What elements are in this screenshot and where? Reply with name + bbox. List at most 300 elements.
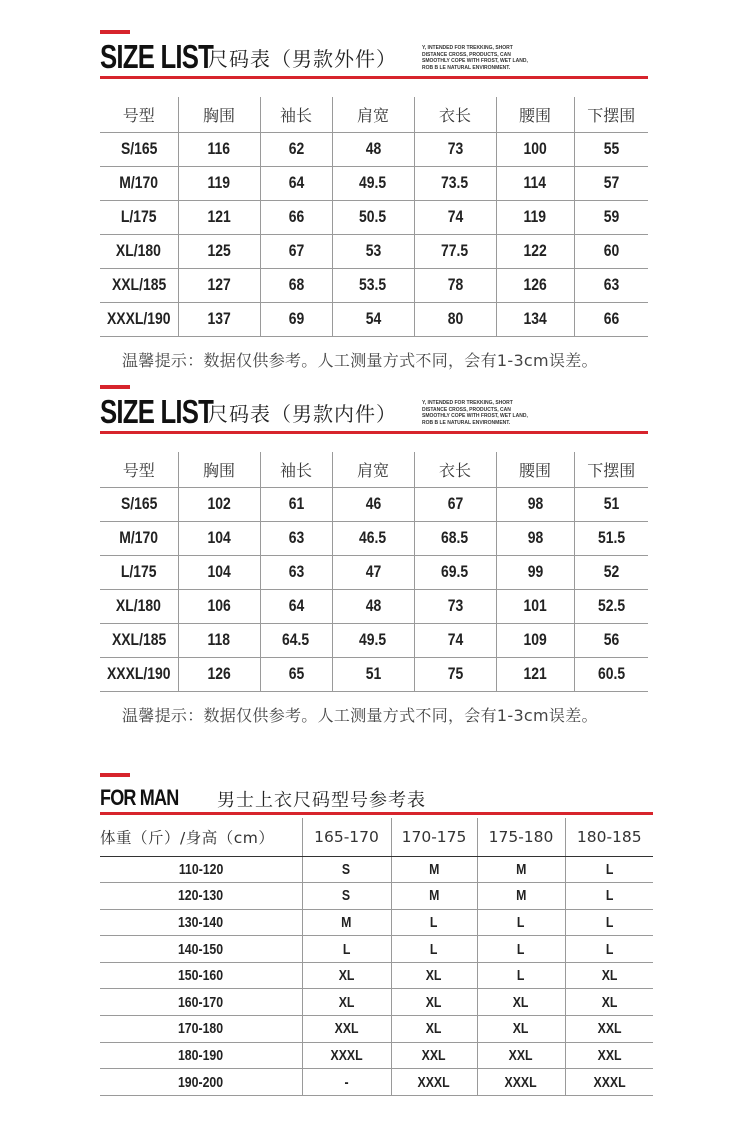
- section-title-en: FOR MAN: [100, 785, 179, 810]
- cell-value: 52.5: [597, 596, 625, 615]
- table-cell: [260, 234, 332, 268]
- cell-value: 119: [523, 207, 547, 226]
- table-cell: [332, 200, 414, 234]
- table-cell: [565, 962, 653, 989]
- cell-value: 77.5: [441, 241, 469, 260]
- cell-value: 106: [207, 596, 231, 615]
- table-row: [100, 302, 648, 336]
- table-cell: [574, 555, 648, 589]
- cell-value: XL: [601, 967, 618, 985]
- column-header: 腰围: [496, 452, 574, 487]
- cell-value: XXXL/190: [106, 664, 171, 683]
- cell-value: XL: [426, 993, 442, 1011]
- cell-value: L: [605, 913, 614, 931]
- cell-value: XXL/185: [111, 630, 166, 649]
- accent-bar: [100, 773, 130, 777]
- table-cell: [574, 657, 648, 691]
- table-row: [100, 909, 653, 936]
- table-cell: [178, 268, 260, 302]
- table-cell: [391, 883, 477, 910]
- cell-value: 69: [288, 309, 304, 328]
- cell-value: 53: [365, 241, 381, 260]
- cell-value: 127: [207, 275, 231, 294]
- section-tagline: Y, INTENDED FOR TREKKING, SHORT DISTANCE CROSS, PRODUCTS, CAN SMOOTHLY COPE WITH FROST, WET LAND, ROB B LE NATURAL ENVIRONMENT.: [422, 400, 528, 426]
- table-cell: [178, 623, 260, 657]
- table-cell: [332, 166, 414, 200]
- cell-value: XXL: [597, 1046, 622, 1064]
- table-row: [100, 883, 653, 910]
- table-cell: [178, 487, 260, 521]
- table-cell: [477, 962, 565, 989]
- table-cell: [332, 234, 414, 268]
- cell-value: 55: [603, 139, 620, 158]
- column-header: 衣长: [414, 452, 496, 487]
- cell-value: 46: [365, 494, 381, 513]
- cell-value: 57: [603, 173, 620, 192]
- cell-value: 116: [207, 139, 231, 158]
- column-header: 165-170: [302, 818, 391, 856]
- cell-value: M: [428, 860, 440, 878]
- cell-value: 110-120: [178, 860, 223, 878]
- table-cell: [100, 589, 178, 623]
- cell-value: 121: [207, 207, 231, 226]
- table-row: [100, 989, 653, 1016]
- table-cell: [574, 302, 648, 336]
- inner-size-table: [100, 452, 648, 692]
- table-cell: [414, 132, 496, 166]
- table-cell: [496, 234, 574, 268]
- cell-value: 65: [288, 664, 304, 683]
- accent-bar: [100, 30, 130, 34]
- table-cell: [565, 1069, 653, 1096]
- cell-value: 49.5: [359, 630, 387, 649]
- table-cell: [414, 657, 496, 691]
- table-cell: [391, 1042, 477, 1069]
- table-cell: [260, 623, 332, 657]
- table-cell: [260, 657, 332, 691]
- cell-value: XXXL: [417, 1073, 451, 1091]
- table-row: [100, 1069, 653, 1096]
- table-cell: [414, 555, 496, 589]
- table-cell: [302, 1042, 391, 1069]
- table-cell: [565, 1016, 653, 1043]
- cell-value: S: [342, 887, 351, 905]
- cell-value: 46.5: [359, 528, 387, 547]
- table-cell: [302, 989, 391, 1016]
- table-cell: [477, 883, 565, 910]
- cell-value: XXXL: [593, 1073, 626, 1091]
- table-cell: [574, 200, 648, 234]
- cell-value: 121: [523, 664, 547, 683]
- column-header: 下摆围: [574, 97, 648, 132]
- cell-value: L: [605, 887, 614, 905]
- table-cell: [332, 521, 414, 555]
- section-title-cn: 尺码表（男款内件）: [208, 402, 397, 426]
- cell-value: L: [430, 913, 438, 931]
- cell-value: XL: [513, 1020, 529, 1038]
- cell-value: 69.5: [441, 562, 469, 581]
- column-header: 下摆围: [574, 452, 648, 487]
- cell-value: 137: [207, 309, 231, 328]
- cell-value: 64: [288, 596, 304, 615]
- table-cell: [302, 936, 391, 963]
- table-cell: [100, 487, 178, 521]
- table-cell: [302, 883, 391, 910]
- cell-value: 73.5: [441, 173, 469, 192]
- cell-value: 73: [447, 139, 463, 158]
- table-cell: [391, 856, 477, 883]
- table-cell: [178, 234, 260, 268]
- table-cell: [477, 909, 565, 936]
- cell-value: 130-140: [178, 913, 224, 931]
- table-cell: [332, 302, 414, 336]
- table-cell: [100, 521, 178, 555]
- cell-value: 59: [603, 207, 620, 226]
- table-cell: [178, 555, 260, 589]
- table-cell: [414, 521, 496, 555]
- cell-value: 99: [527, 562, 543, 581]
- cell-value: 160-170: [178, 993, 224, 1011]
- cell-value: S/165: [120, 494, 157, 513]
- column-header: 175-180: [477, 818, 565, 856]
- table-cell: [100, 1042, 302, 1069]
- column-header: 号型: [100, 97, 178, 132]
- cell-value: 47: [365, 562, 381, 581]
- table-cell: [391, 962, 477, 989]
- table-cell: [391, 909, 477, 936]
- table-cell: [100, 302, 178, 336]
- section-title-cn: 男士上衣尺码型号参考表: [217, 790, 426, 811]
- cell-value: XXL: [509, 1046, 533, 1064]
- table-cell: [100, 909, 302, 936]
- table-cell: [302, 856, 391, 883]
- cell-value: XL: [426, 967, 442, 985]
- table-cell: [574, 589, 648, 623]
- table-cell: [414, 234, 496, 268]
- table-row: [100, 487, 648, 521]
- cell-value: 51: [365, 664, 381, 683]
- table-cell: [178, 200, 260, 234]
- table-cell: [100, 555, 178, 589]
- cell-value: 68.5: [441, 528, 469, 547]
- column-header: 袖长: [260, 97, 332, 132]
- cell-value: 75: [447, 664, 463, 683]
- cell-value: L: [342, 940, 351, 958]
- cell-value: 122: [523, 241, 547, 260]
- table-cell: [302, 1016, 391, 1043]
- table-cell: [302, 909, 391, 936]
- cell-value: 63: [288, 562, 304, 581]
- cell-value: M: [428, 887, 440, 905]
- section-title-en: SIZE LIST: [100, 393, 214, 430]
- section-title-cn: 尺码表（男款外件）: [208, 47, 397, 71]
- cell-value: XL: [513, 993, 529, 1011]
- cell-value: 48: [365, 139, 381, 158]
- cell-value: XXL: [422, 1046, 446, 1064]
- table-cell: [332, 132, 414, 166]
- cell-value: 73: [447, 596, 463, 615]
- table-row: [100, 521, 648, 555]
- table-cell: [574, 521, 648, 555]
- cell-value: XL: [338, 993, 355, 1011]
- table-cell: [178, 302, 260, 336]
- cell-value: 80: [447, 309, 463, 328]
- column-header: 体重（斤）/身高（cm）: [100, 818, 302, 856]
- table-cell: [178, 521, 260, 555]
- cell-value: 61: [288, 494, 304, 513]
- cell-value: M: [515, 860, 527, 878]
- cell-value: L: [605, 940, 614, 958]
- cell-value: 140-150: [178, 940, 224, 958]
- cell-value: M/170: [119, 173, 159, 192]
- table-cell: [100, 1016, 302, 1043]
- cell-value: 49.5: [359, 173, 387, 192]
- inner-size-section: [100, 385, 648, 730]
- cell-value: 53.5: [359, 275, 387, 294]
- table-cell: [565, 883, 653, 910]
- column-header: 号型: [100, 452, 178, 487]
- table-cell: [100, 200, 178, 234]
- cell-value: XL: [338, 967, 355, 985]
- cell-value: 100: [523, 139, 547, 158]
- measurement-note: 温馨提示：数据仅供参考。人工测量方式不同，会有1-3cm误差。: [122, 351, 598, 370]
- table-cell: [496, 521, 574, 555]
- cell-value: 190-200: [178, 1073, 224, 1091]
- table-row: [100, 962, 653, 989]
- table-cell: [496, 623, 574, 657]
- table-cell: [260, 166, 332, 200]
- table-cell: [496, 268, 574, 302]
- column-header: 胸围: [178, 97, 260, 132]
- table-cell: [100, 856, 302, 883]
- table-cell: [496, 166, 574, 200]
- table-cell: [100, 166, 178, 200]
- table-cell: [100, 268, 178, 302]
- cell-value: 104: [207, 528, 231, 547]
- table-cell: [496, 555, 574, 589]
- cell-value: 150-160: [178, 967, 224, 985]
- cell-value: 109: [523, 630, 547, 649]
- cell-value: 51: [603, 494, 620, 513]
- cell-value: 63: [288, 528, 304, 547]
- cell-value: 102: [207, 494, 231, 513]
- table-cell: [496, 487, 574, 521]
- table-cell: [178, 589, 260, 623]
- cell-value: XL/180: [116, 241, 162, 260]
- cell-value: 125: [207, 241, 231, 260]
- cell-value: -: [344, 1073, 349, 1091]
- column-header: 腰围: [496, 97, 574, 132]
- table-cell: [414, 166, 496, 200]
- table-cell: [391, 989, 477, 1016]
- cell-value: 119: [207, 173, 231, 192]
- cell-value: 98: [527, 528, 543, 547]
- man-reference-table: [100, 818, 653, 1096]
- table-cell: [477, 1016, 565, 1043]
- cell-value: XXL: [597, 1020, 622, 1038]
- table-cell: [100, 623, 178, 657]
- table-row: [100, 623, 648, 657]
- man-reference-section: [100, 773, 653, 1113]
- cell-value: XL: [601, 993, 618, 1011]
- cell-value: 51.5: [597, 528, 625, 547]
- cell-value: 126: [207, 664, 231, 683]
- cell-value: 52: [603, 562, 620, 581]
- cell-value: 114: [523, 173, 547, 192]
- measurement-note: 温馨提示：数据仅供参考。人工测量方式不同，会有1-3cm误差。: [122, 706, 598, 725]
- column-header: 肩宽: [332, 452, 414, 487]
- table-header-row: [100, 97, 648, 132]
- table-cell: [574, 623, 648, 657]
- table-cell: [100, 936, 302, 963]
- cell-value: 67: [288, 241, 304, 260]
- cell-value: 104: [207, 562, 231, 581]
- table-cell: [496, 589, 574, 623]
- table-cell: [565, 856, 653, 883]
- header-rule: [100, 431, 648, 434]
- cell-value: M/170: [119, 528, 159, 547]
- column-header: 袖长: [260, 452, 332, 487]
- table-cell: [332, 487, 414, 521]
- cell-value: 63: [603, 275, 620, 294]
- cell-value: 134: [523, 309, 547, 328]
- cell-value: L: [517, 913, 525, 931]
- section-tagline: Y, INTENDED FOR TREKKING, SHORT DISTANCE CROSS, PRODUCTS, CAN SMOOTHLY COPE WITH FROST, WET LAND, ROB B LE NATURAL ENVIRONMENT.: [422, 45, 528, 71]
- cell-value: XL/180: [116, 596, 162, 615]
- table-cell: [496, 302, 574, 336]
- table-cell: [477, 936, 565, 963]
- table-row: [100, 936, 653, 963]
- table-cell: [260, 555, 332, 589]
- cell-value: 98: [527, 494, 543, 513]
- table-cell: [100, 962, 302, 989]
- table-row: [100, 268, 648, 302]
- accent-bar: [100, 385, 130, 389]
- table-cell: [260, 132, 332, 166]
- table-header-row: [100, 818, 653, 856]
- table-cell: [260, 589, 332, 623]
- table-cell: [391, 1069, 477, 1096]
- table-cell: [574, 166, 648, 200]
- table-row: [100, 555, 648, 589]
- table-cell: [496, 132, 574, 166]
- table-cell: [260, 521, 332, 555]
- cell-value: 170-180: [178, 1020, 224, 1038]
- table-cell: [391, 1016, 477, 1043]
- table-cell: [100, 883, 302, 910]
- cell-value: 66: [288, 207, 304, 226]
- cell-value: 68: [288, 275, 304, 294]
- cell-value: 118: [207, 630, 231, 649]
- cell-value: L: [430, 940, 438, 958]
- cell-value: 180-190: [178, 1046, 224, 1064]
- outer-size-section: [100, 30, 648, 375]
- cell-value: L/175: [120, 562, 157, 581]
- table-cell: [332, 555, 414, 589]
- table-row: [100, 166, 648, 200]
- cell-value: 78: [447, 275, 463, 294]
- table-cell: [574, 234, 648, 268]
- table-row: [100, 1016, 653, 1043]
- table-cell: [302, 1069, 391, 1096]
- table-cell: [414, 487, 496, 521]
- table-cell: [414, 302, 496, 336]
- table-cell: [574, 132, 648, 166]
- table-cell: [414, 589, 496, 623]
- table-cell: [574, 487, 648, 521]
- cell-value: 60.5: [597, 664, 625, 683]
- table-cell: [477, 1042, 565, 1069]
- column-header: 170-175: [391, 818, 477, 856]
- cell-value: S: [342, 860, 351, 878]
- table-cell: [391, 936, 477, 963]
- table-row: [100, 234, 648, 268]
- table-cell: [100, 132, 178, 166]
- table-cell: [565, 909, 653, 936]
- table-cell: [100, 657, 178, 691]
- cell-value: XXXL/190: [106, 309, 171, 328]
- column-header: 肩宽: [332, 97, 414, 132]
- table-cell: [332, 589, 414, 623]
- cell-value: 66: [603, 309, 620, 328]
- table-cell: [565, 1042, 653, 1069]
- table-row: [100, 132, 648, 166]
- table-cell: [477, 1069, 565, 1096]
- table-row: [100, 200, 648, 234]
- header-rule: [100, 76, 648, 79]
- table-cell: [100, 234, 178, 268]
- cell-value: 56: [603, 630, 620, 649]
- table-cell: [496, 657, 574, 691]
- cell-value: XXXL: [330, 1046, 363, 1064]
- cell-value: M: [515, 887, 527, 905]
- cell-value: M: [341, 913, 352, 931]
- table-cell: [100, 1069, 302, 1096]
- cell-value: 126: [523, 275, 547, 294]
- table-cell: [332, 657, 414, 691]
- cell-value: S/165: [120, 139, 157, 158]
- table-cell: [302, 962, 391, 989]
- cell-value: 101: [523, 596, 547, 615]
- cell-value: XXL/185: [111, 275, 166, 294]
- cell-value: XXL: [334, 1020, 359, 1038]
- table-cell: [496, 200, 574, 234]
- table-cell: [414, 623, 496, 657]
- cell-value: 54: [365, 309, 381, 328]
- column-header: 胸围: [178, 452, 260, 487]
- table-cell: [178, 132, 260, 166]
- cell-value: L: [605, 860, 614, 878]
- table-row: [100, 589, 648, 623]
- table-cell: [332, 623, 414, 657]
- cell-value: 60: [603, 241, 620, 260]
- table-row: [100, 1042, 653, 1069]
- table-cell: [260, 200, 332, 234]
- cell-value: L: [517, 940, 525, 958]
- table-cell: [574, 268, 648, 302]
- table-header-row: [100, 452, 648, 487]
- section-title-en: SIZE LIST: [100, 38, 214, 75]
- table-cell: [332, 268, 414, 302]
- cell-value: 62: [288, 139, 304, 158]
- column-header: 衣长: [414, 97, 496, 132]
- table-cell: [477, 989, 565, 1016]
- cell-value: 50.5: [359, 207, 387, 226]
- cell-value: 48: [365, 596, 381, 615]
- cell-value: XL: [426, 1020, 442, 1038]
- table-cell: [477, 856, 565, 883]
- outer-size-table: [100, 97, 648, 337]
